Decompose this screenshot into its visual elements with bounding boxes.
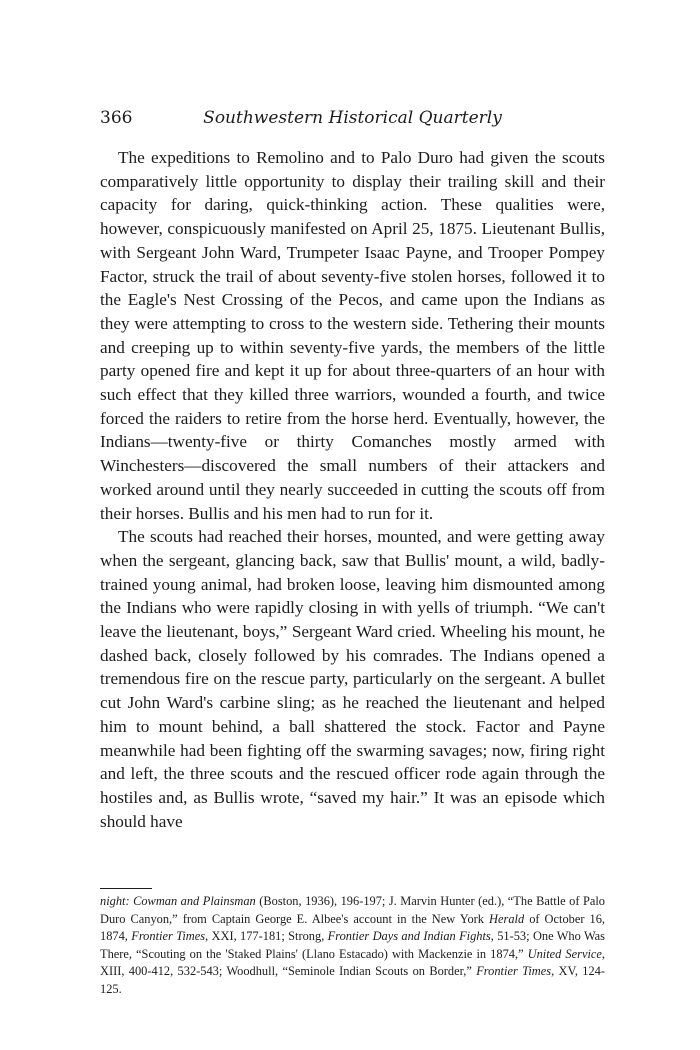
footnote-segment: Frontier Days and Indian Fights — [327, 929, 491, 944]
body-text — [100, 146, 605, 833]
footnote-segment: Frontier Times — [476, 964, 552, 979]
footnote-segment: , 51-53; One Who Was There, “Scouting on the 'Staked Plains' (Llano Estacado) with Mackenzie in 1874,” — [100, 929, 605, 961]
footnote-segment: of October 16, 1874, — [100, 911, 605, 944]
page-header — [100, 108, 605, 134]
footnote-segment: Frontier Times — [131, 929, 206, 944]
paragraph: The scouts had reached their horses, mounted, and were getting away when the sergeant, glancing back, saw that Bullis' mount, a wild, badly-trained young animal, had broken loose, leaving him dismounted among the Indians who were rapidly closing in with yells of triumph. “We can't leave the lieutenant, boys,” Sergeant Ward cried. Wheeling his mount, he dashed back, closely followed by his comrades. The Indians opened a tremendous fire on the rescue party, particularly on the sergeant. A bullet cut John Ward's carbine sling; as he reached the lieutenant and helped him to mount behind, a ball shattered the stock. Factor and Payne meanwhile had been fighting off the swarming savages; now, firing right and left, the three scouts and the rescued officer rode again through the hostiles and, as Bullis wrote, “saved my hair.” It was an episode which should have — [100, 527, 605, 831]
footnote-segment: Herald — [489, 911, 525, 926]
footnote — [100, 893, 605, 999]
footnote-segment: , XIII, 400-412, 532-543; Woodhull, “Seminole Indian Scouts on Border,” — [100, 946, 605, 979]
footnote-rule — [100, 888, 152, 889]
footnote-segment: (Boston, 1936), 196-197; J. Marvin Hunter (ed.), “The Battle of Palo Duro Canyon,” from Captain George E. Albee's account in the New York — [100, 894, 606, 926]
running-title: Southwestern Historical Quarterly — [203, 108, 502, 128]
page-number: 366 — [100, 108, 133, 128]
footnote-segment: , XXI, 177-181; Strong, — [205, 929, 328, 944]
footnote-segment: , XV, 124-125. — [100, 964, 606, 996]
paragraph: The expeditions to Remolino and to Palo Duro had given the scouts comparatively little opportunity to display their trailing skill and their capacity for daring, quick-thinking action. These qualities were, however, conspicuously manifested on April 25, 1875. Lieutenant Bullis, with Sergeant John Ward, Trumpeter Isaac Payne, and Trooper Pompey Factor, struck the trail of about seventy-five stolen horses, followed it to the Eagle's Nest Crossing of the Pecos, and came upon the Indians as they were attempting to cross to the western side. Tethering their mounts and creeping up to within seventy-five yards, the members of the little party opened fire and kept it up for about three-quarters of an hour with such effect that they killed three warriors, wounded a fourth, and twice forced the raiders to retire from the horse herd. Eventually, however, the Indians—twenty-five or thirty Comanches mostly armed with Winchesters—discovered the small numbers of their attackers and worked around until they nearly succeeded in cutting the scouts off from their horses. Bullis and his men had to run for it. — [100, 148, 605, 523]
footnote-segment: United Service — [527, 946, 602, 961]
footnote-segment: night: Cowman and Plainsman — [100, 894, 256, 908]
